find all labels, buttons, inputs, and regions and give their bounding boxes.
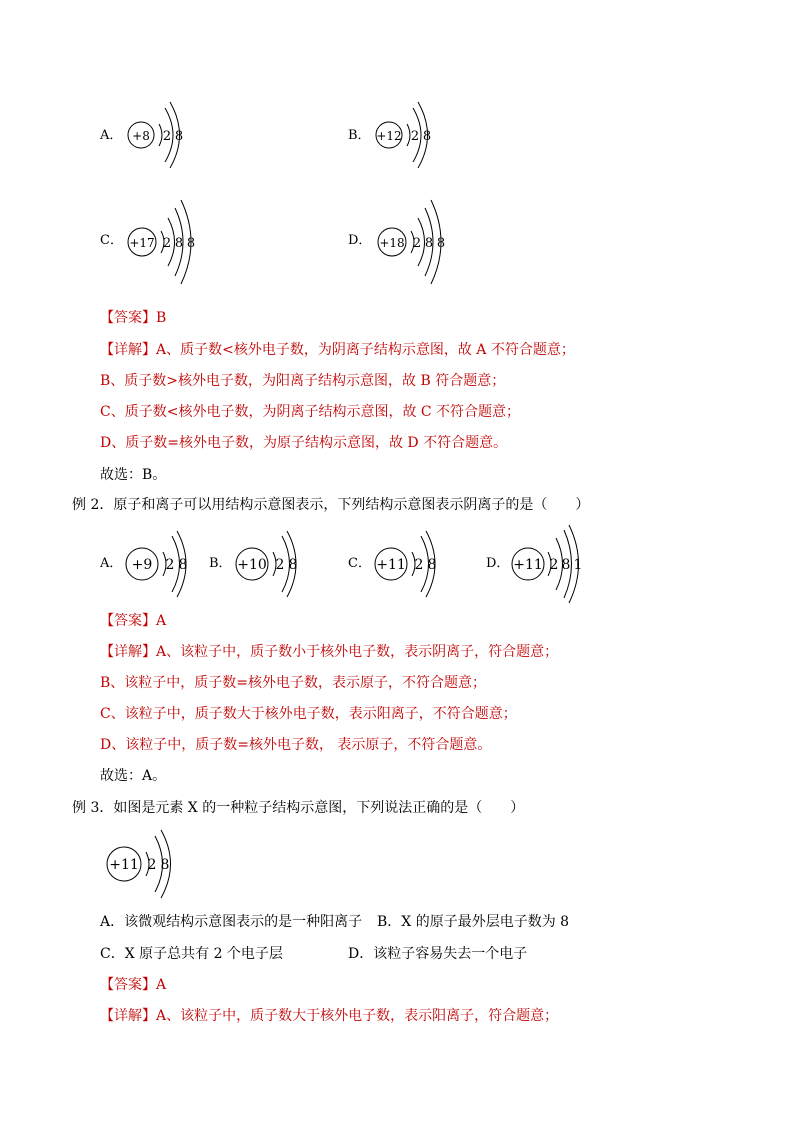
answer-tag: 【答案】 [100,310,156,326]
shell-electrons: 2 [165,557,175,573]
conclusion-line: 故选：B。 [100,467,167,483]
shell-electrons: 8 [561,557,571,573]
detail-line [100,1007,558,1025]
detail-line [100,341,575,359]
nucleus-charge: +9 [131,557,153,573]
detail-line [100,643,558,661]
shell-electrons: 8 [186,236,196,251]
shell-electrons: 8 [424,236,434,251]
atom-structure-diagram [372,530,447,598]
shell-electrons: 8 [422,129,432,144]
answer-line [100,309,166,327]
answer-value: A [156,977,167,993]
shell-electrons: 8 [436,236,446,251]
shell-electrons: 1 [573,557,583,573]
atom-structure-diagram [125,100,195,170]
nucleus-charge: +10 [237,557,267,573]
atom-structure-diagram [233,530,308,598]
shell-electrons: 2 [412,236,422,251]
shell-electrons: 8 [427,557,437,573]
detail-text: A、质子数<核外电子数，为阴离子结构示意图，故 A 不符合题意； [156,342,575,358]
detail-line: B、该粒子中，质子数=核外电子数，表示原子，不符合题意； [100,675,487,691]
detail-line: D、该粒子中，质子数=核外电子数， 表示原子，不符合题意。 [100,737,492,753]
shell-electrons: 2 [162,236,172,251]
option-label: B． [209,556,232,571]
answer-value: A [156,613,167,629]
answer-value: B [156,310,167,326]
atom-structure-diagram [104,828,184,900]
answer-line [100,612,166,630]
detail-tag: 【详解】 [100,1008,156,1024]
option-text: D．该粒子容易失去一个电子 [348,946,528,962]
option-label: A． [100,556,123,571]
answer-line [100,976,166,994]
shell-electrons: 2 [414,557,424,573]
detail-line: D、质子数=核外电子数，为原子结构示意图，故 D 不符合题意。 [100,435,508,451]
atom-structure-diagram [375,198,455,290]
option-text: B．X 的原子最外层电子数为 8 [377,914,570,930]
shell-electrons: 8 [174,236,184,251]
shell-electrons: 2 [162,129,172,144]
detail-line: C、质子数<核外电子数，为阴离子结构示意图，故 C 不符合题意； [100,404,521,420]
shell-electrons: 8 [160,857,170,873]
detail-text: A、该粒子中，质子数大于核外电子数，表示阳离子，符合题意； [156,1008,559,1024]
detail-line: C、该粒子中，质子数大于核外电子数，表示阳离子，不符合题意； [100,706,517,722]
shell-electrons: 2 [147,857,157,873]
option-text: A．该微观结构示意图表示的是一种阳离子 [100,914,363,930]
option-text: C．X 原子总共有 2 个电子层 [100,946,283,962]
nucleus-charge: +12 [376,129,402,143]
answer-tag: 【答案】 [100,977,156,993]
detail-tag: 【详解】 [100,342,156,358]
option-label: C． [348,556,371,571]
atom-structure-diagram [125,198,205,290]
atom-structure-diagram [373,100,443,170]
nucleus-charge: +11 [109,857,139,873]
detail-line: B、质子数>核外电子数，为阳离子结构示意图，故 B 符合题意； [100,373,506,389]
option-label: A． [100,128,123,143]
question-stem: 例 2．原子和离子可以用结构示意图表示，下列结构示意图表示阴离子的是（ ） [72,497,590,513]
nucleus-charge: +8 [132,129,150,143]
shell-electrons: 2 [275,557,285,573]
option-label: D． [348,233,372,248]
question-stem: 例 3．如图是元素 X 的一种粒子结构示意图，下列说法正确的是（ ） [72,800,525,816]
detail-text: A、该粒子中，质子数小于核外电子数，表示阴离子，符合题意； [156,644,559,660]
option-label: B． [348,128,371,143]
nucleus-charge: +11 [376,557,406,573]
nucleus-charge: +17 [129,236,155,250]
shell-electrons: 8 [178,557,188,573]
shell-electrons: 2 [410,129,420,144]
option-label: C． [100,233,123,248]
conclusion-line: 故选：A。 [100,768,167,784]
atom-structure-diagram [509,524,591,604]
detail-tag: 【详解】 [100,644,156,660]
atom-structure-diagram [123,530,198,598]
option-label: D． [486,556,510,571]
shell-electrons: 2 [549,557,559,573]
nucleus-charge: +18 [379,236,405,250]
shell-electrons: 8 [288,557,298,573]
shell-electrons: 8 [174,129,184,144]
answer-tag: 【答案】 [100,613,156,629]
nucleus-charge: +11 [513,557,543,573]
